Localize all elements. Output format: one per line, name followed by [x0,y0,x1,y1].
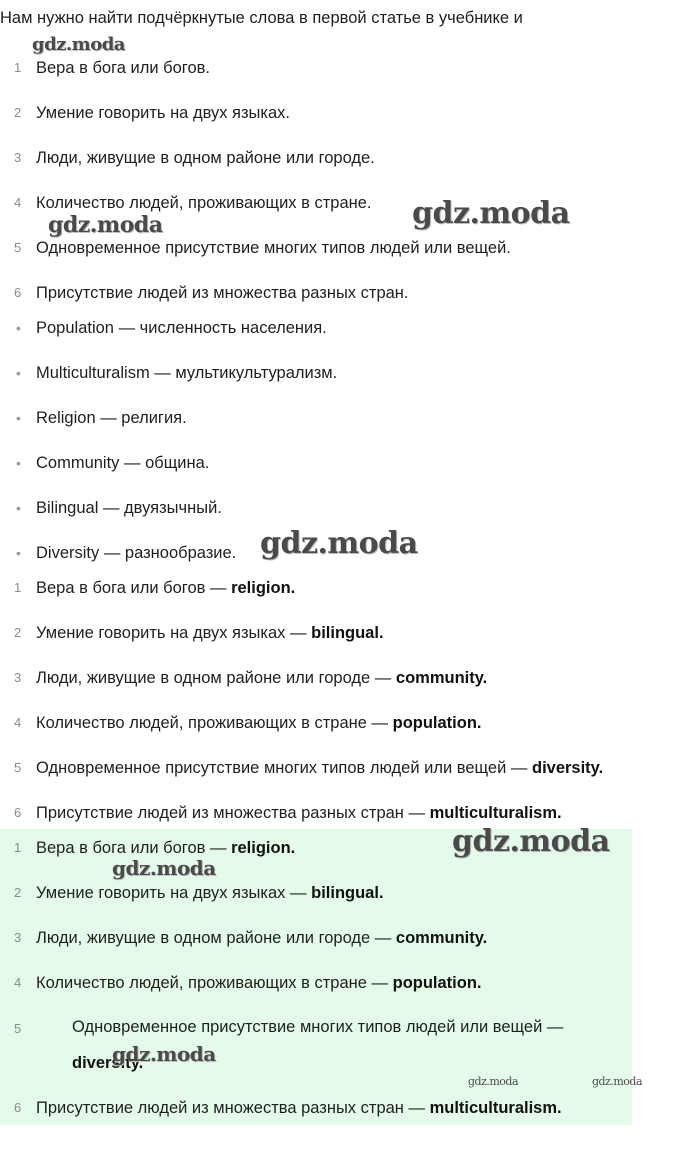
list-item [0,361,630,385]
item-text: Вера в бога или богов. [36,59,210,77]
answer-word: religion. [231,579,296,597]
item-number: 4 [14,975,22,990]
item-text: Присутствие людей из множества разных стран. [36,284,409,302]
item-number: 5 [14,240,22,255]
answer-word: bilingual. [311,884,384,902]
item-text: Population — численность населения. [36,319,327,337]
list-item [0,711,630,735]
list-item [0,666,630,690]
item-number: 1 [14,840,22,855]
list-item [0,281,630,305]
list-item [0,1009,590,1081]
list-item [0,576,630,600]
item-text: Присутствие людей из множества разных стран — [36,804,430,822]
watermark: gdz.moda [48,212,163,238]
watermark: gdz.moda [112,1042,216,1066]
item-text: Количество людей, проживающих в стране. [36,194,372,212]
answer-word: community. [395,929,488,947]
watermark: gdz.moda [452,824,610,859]
item-text: Умение говорить на двух языках — [36,624,312,642]
list-item [0,316,630,340]
list-item [0,621,630,645]
item-number: 2 [14,105,22,120]
item-number: 6 [14,805,22,820]
list-item [0,56,630,80]
item-text: Multiculturalism — мультикультурализм. [36,364,338,382]
intro-text: Нам нужно найти подчёркнутые слова в первой статье в учебнике и [0,9,523,27]
list-item [0,971,630,995]
item-number: 3 [14,150,22,165]
item-text: Присутствие людей из множества разных стран — [36,1099,430,1117]
answer-word: diversity. [531,759,604,777]
watermark: gdz.moda [260,526,418,561]
item-text: Количество людей, проживающих в стране — [36,714,393,732]
item-text: Люди, живущие в одном районе или городе. [36,149,375,167]
item-number: 2 [14,885,22,900]
list-item [0,146,630,170]
item-text: Люди, живущие в одном районе или городе — [36,929,396,947]
item-number: 6 [14,1100,22,1115]
list-item [0,451,630,475]
item-number: 5 [14,1021,22,1036]
watermark: gdz.moda [112,856,216,880]
item-number: 4 [14,195,22,210]
item-text: Bilingual — двуязычный. [36,499,222,517]
item-number: 6 [14,285,22,300]
list-item [0,756,630,780]
item-text: Количество людей, проживающих в стране — [36,974,393,992]
answer-word: bilingual. [311,624,384,642]
list-item [0,496,630,520]
answer-word: multiculturalism. [429,804,562,822]
item-number: 1 [14,60,22,75]
watermark: gdz.moda [592,1075,643,1088]
list-item [0,801,630,825]
answer-word: diversity. [72,1054,144,1072]
bullet-icon: • [16,320,21,336]
list-item [0,881,630,905]
bullet-icon: • [16,500,21,516]
item-text: Умение говорить на двух языках — [36,884,312,902]
item-text: Умение говорить на двух языках. [36,104,291,122]
answer-word: community. [395,669,488,687]
answer-word: population. [392,974,482,992]
watermark: gdz.moda [412,196,570,231]
list-item [0,406,630,430]
watermark: gdz.moda [468,1075,519,1088]
item-text: Люди, живущие в одном районе или городе — [36,669,396,687]
answer-word: population. [392,714,482,732]
bullet-icon: • [16,410,21,426]
item-text: Religion — религия. [36,409,187,427]
list-item [0,1096,630,1120]
answer-word: religion. [231,839,296,857]
item-text: Вера в бога или богов — [36,839,232,857]
bullet-icon: • [16,545,21,561]
bullet-icon: • [16,455,21,471]
item-text: Одновременное присутствие многих типов людей или вещей — [72,1018,564,1036]
list-item [0,926,630,950]
item-number: 1 [14,580,22,595]
list-item [0,101,630,125]
item-text: Одновременное присутствие многих типов людей или вещей. [36,239,511,257]
answer-word: multiculturalism. [429,1099,562,1117]
item-number: 2 [14,625,22,640]
item-number: 5 [14,760,22,775]
item-text: Diversity — разнообразие. [36,544,237,562]
item-number: 3 [14,670,22,685]
watermark: gdz.moda [32,34,125,55]
list-item [0,236,630,260]
item-number: 3 [14,930,22,945]
item-text: Вера в бога или богов — [36,579,232,597]
item-text: Community — община. [36,454,210,472]
item-number: 4 [14,715,22,730]
bullet-icon: • [16,365,21,381]
item-text: Одновременное присутствие многих типов людей или вещей — [36,759,532,777]
